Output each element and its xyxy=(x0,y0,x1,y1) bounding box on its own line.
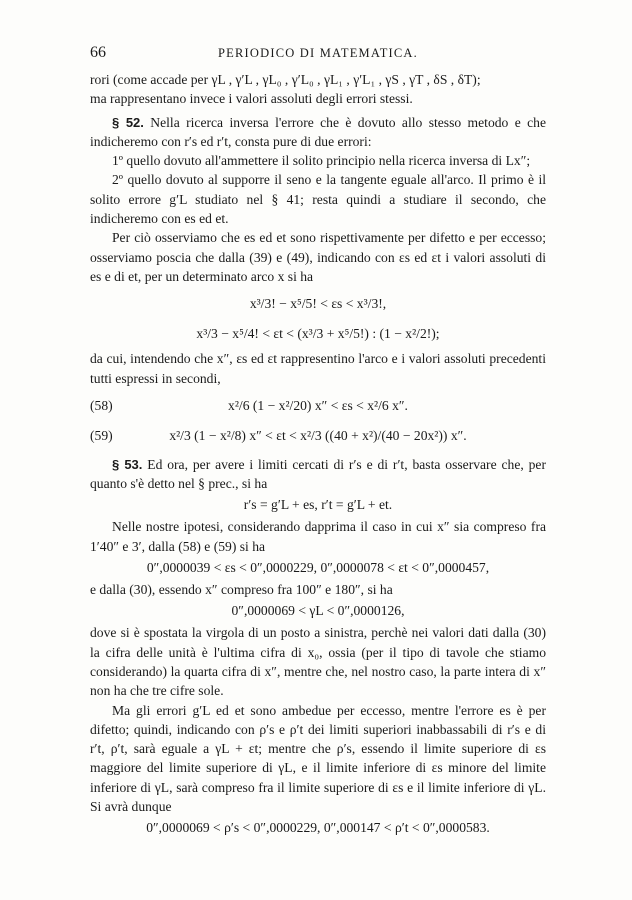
paragraph-per-cio: Per ciò osserviamo che es ed et sono rispettivamente per difetto e per eccesso; osserviamo poscia che dalla (39) e (49), indicando con εs ed εt i valori assoluti di es e di et, per un determinato arco x si ha xyxy=(90,230,546,284)
item-2: 2º quello dovuto al supporre il seno e la tangente eguale all'arco. Il primo è il solito errore g′L studiato nel § 41; resta quindi a studiare il secondo, che indicheremo con es ed et. xyxy=(90,172,546,227)
equation-num-2-expr: 0″,0000069 < γL < 0″,0000126, xyxy=(231,603,405,619)
equation-59-expr: x²/3 (1 − x²/8) x″ < εt < x²/3 ((40 + x²)/(40 − 20x²)) x″. xyxy=(169,427,467,443)
section-53-number: § 53. xyxy=(112,456,143,472)
section-52-paragraph xyxy=(90,113,546,152)
page-body xyxy=(90,70,546,840)
running-title: PERIODICO DI MATEMATICA. xyxy=(218,46,418,60)
paragraph-dalla-30: e dalla (30), essendo x″ compreso fra 100″ e 180″, si ha xyxy=(90,582,393,598)
equation-b xyxy=(90,319,546,349)
section-52-text: Nella ricerca inversa l'errore che è dovuto allo stesso metodo e che indicheremo con r′s ed r′t, consta pure di due errori: xyxy=(90,114,546,149)
paragraph-da-cui: da cui, intendendo che x″, εs ed εt rappresentino l'arco e i valori assoluti precedenti tutti espressi in secondi, xyxy=(90,351,546,386)
equation-r xyxy=(90,493,546,517)
equation-58 xyxy=(90,391,546,421)
equation-59 xyxy=(90,421,546,451)
equation-58-label: (58) xyxy=(90,397,113,413)
continuation-line-2: ma rappresentano invece i valori assoluti degli errori stessi. xyxy=(90,91,413,107)
equation-a xyxy=(90,289,546,319)
equation-58-expr: x²/6 (1 − x²/20) x″ < εs < x²/6 x″. xyxy=(228,397,408,413)
equation-b-expr: x³/3 − x⁵/4! < εt < (x³/3 + x⁵/5!) : (1 − x²/2!); xyxy=(196,326,440,342)
paragraph-dove: dove si è spostata la virgola di un posto a sinistra, perchè nei valori dati dalla (30) la cifra delle unità è l'ultima cifra di x₀, ossia (per il tipo di tavole che stiamo considerando) la quarta cifra di x″, mentre che, nel nostro caso, la parte intera di x″ non ha che tre cifre sole. xyxy=(90,625,546,699)
continuation-line: rori (come accade per γL , γ′L , γL₀ , γ′L₀ , γL₁ , γ′L₁ , γS , γT , δS , δT); xyxy=(90,72,481,87)
section-52-number: § 52. xyxy=(112,114,144,130)
paragraph-nelle: Nelle nostre ipotesi, considerando dapprima il caso in cui x″ sia compreso fra 1′40″ e 3′, dalla (58) e (59) si ha xyxy=(90,519,546,554)
equation-num-1 xyxy=(90,556,546,580)
equation-num-3 xyxy=(90,816,546,840)
equation-num-2 xyxy=(90,599,546,623)
page-header xyxy=(90,44,546,64)
equation-num-3-expr: 0″,0000069 < ρ′s < 0″,0000229, 0″,000147 < ρ′t < 0″,0000583. xyxy=(146,820,490,836)
paragraph-ma: Ma gli errori g′L ed et sono ambedue per eccesso, mentre l'errore es è per difetto; quindi, indicando con ρ′s e ρ′t dei limiti superiori inabbassabili di r′s e di r′t, ρ′t, sarà eguale a γL + εt; mentre che ρ′s, essendo il limite superiore di εs maggiore del limite superiore di γL, e il limite inferiore di εs minore del limite inferiore di γL, sarà compreso fra il limite superiore di εs e il limite inferiore di γL. Si avrà dunque xyxy=(90,702,546,815)
equation-a-expr: x³/3! − x⁵/5! < εs < x³/3!, xyxy=(249,296,387,312)
section-53-text: Ed ora, per avere i limiti cercati di r′s e di r′t, basta osservare che, per quanto s'è detto nel § prec., si ha xyxy=(90,456,546,492)
equation-r-expr: r′s = g′L + es, r′t = g′L + et. xyxy=(243,497,393,513)
section-53-paragraph xyxy=(90,455,546,494)
equation-num-1-expr: 0″,0000039 < εs < 0″,0000229, 0″,0000078 < εt < 0″,0000457, xyxy=(146,560,490,576)
equation-59-label: (59) xyxy=(90,427,113,443)
item-1: 1º quello dovuto all'ammettere il solito principio nella ricerca inversa di Lx″; xyxy=(112,153,531,169)
page-number: 66 xyxy=(90,44,106,61)
